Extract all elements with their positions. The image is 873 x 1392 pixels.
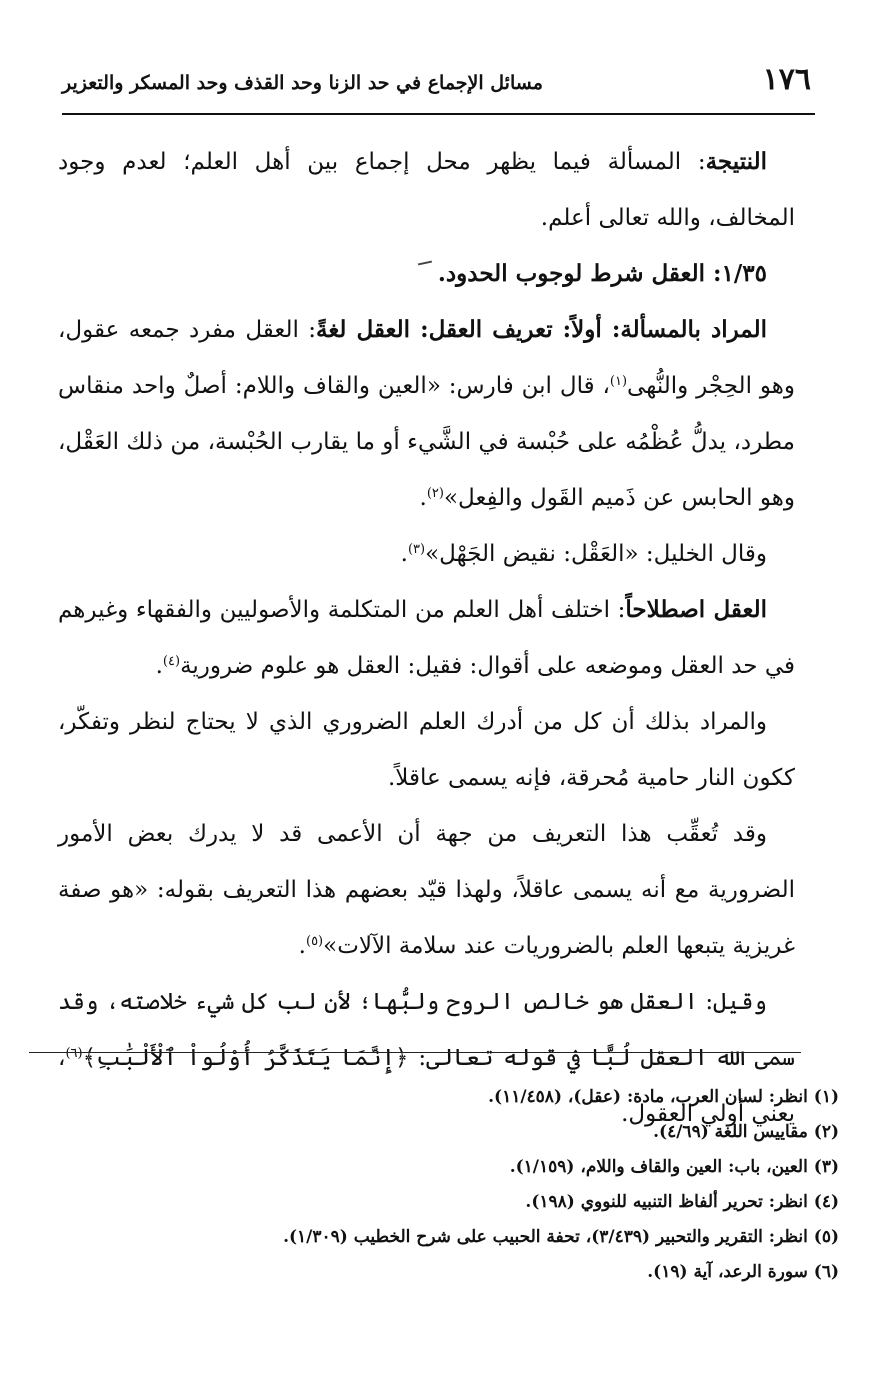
lexical-label: المراد بالمسألة: أولاً: تعريف العقل: العقل لغةً bbox=[315, 316, 767, 343]
footnotes bbox=[60, 1080, 839, 1290]
khalil-paragraph: وقال الخليل: «العَقْل: نقيض الجَهْل»$^{(٣)}$. bbox=[400, 541, 767, 567]
khalil-text: وقال الخليل: «العَقْل: نقيض الجَهْل» bbox=[425, 541, 767, 567]
lexical-definition-paragraph: المراد بالمسألة: أولاً: تعريف العقل: العقل لغةً: العقل مفرد جمعه عقول، وهو الحِجْر والنُّهى$^{(١)}$، قال ابن فارس: «العين والقاف واللام: أصلٌ واحد منقاس مطرد، يدلُّ عُظْمُه على حُبْسة في الشَّيء أو ما يقارب الحُبْسة، من ذلك العَقْل، وهو الحابس عن ذَميم القَول والفِعل»$^{(٢)}$. bbox=[58, 316, 795, 511]
technical-definition-paragraph: العقل اصطلاحاً: اختلف أهل العلم من المتكلمة والأصوليين والفقهاء وغيرهم في حد العقل وموضعه على أقوال: فقيل: العقل هو علوم ضرورية$^{(٤)}$. bbox=[58, 596, 795, 679]
footnote-2: (٢) مقاييس اللغة (٤/٦٩). bbox=[653, 1122, 839, 1142]
footnote-4: (٤) انظر: تحرير ألفاظ التنبيه للنووي (١٩٨). bbox=[525, 1192, 839, 1212]
running-title: مسائل الإجماع في حد الزنا وحد القذف وحد المسكر والتعزير bbox=[62, 72, 543, 94]
result-text: : المسألة فيما يظهر محل إجماع بين أهل العلم؛ لعدم وجود المخالف، والله تعالى أعلم. bbox=[58, 149, 795, 231]
meaning-paragraph: والمراد بذلك أن كل من أدرك العلم الضروري الذي لا يحتاج لنظر وتفكّر، ككون النار حامية مُحرقة، فإنه يسمى عاقلاً. bbox=[58, 709, 795, 791]
technical-label: العقل اصطلاحاً bbox=[625, 596, 767, 623]
main-text bbox=[58, 134, 795, 1142]
result-label: النتيجة bbox=[705, 148, 767, 175]
footnote-ref-5[interactable]: (٥) bbox=[305, 934, 324, 949]
result-paragraph bbox=[58, 134, 795, 246]
critique-text: وقد تُعقِّب هذا التعريف من جهة أن الأعمى قد لا يدرك بعض الأمور الضرورية مع أنه يسمى عاقلاً، ولهذا قيّد بعضهم هذا التعريف بقوله: «هو صفة غريزية يتبعها العلم بالضروريات عند سلامة الآلات» bbox=[58, 821, 795, 959]
footnote-separator bbox=[29, 1052, 801, 1053]
footnote-ref-6[interactable]: (٦) bbox=[65, 1046, 83, 1061]
page-number: ١٧٦ bbox=[762, 62, 811, 97]
ibn-faris-quote: ، قال ابن فارس: «العين والقاف واللام: أصلٌ واحد منقاس مطرد، يدلُّ عُظْمُه على حُبْسة في الشَّيء أو ما يقارب الحُبْسة، من ذلك العَقْل، وهو الحابس عن ذَميم القَول والفِعل» bbox=[58, 373, 795, 511]
header-rule bbox=[62, 113, 815, 115]
technical-text: : اختلف أهل العلم من المتكلمة والأصوليين والفقهاء وغيرهم في حد العقل وموضعه على أقوال: فقيل: العقل هو علوم ضرورية bbox=[58, 597, 795, 679]
footnote-1: (١) انظر: لسان العرب، مادة: (عقل)، (١١/٤٥٨). bbox=[488, 1087, 839, 1107]
footnote-ref-4[interactable]: (٤) bbox=[162, 654, 181, 669]
footnote-6: (٦) سورة الرعد، آية (١٩). bbox=[647, 1262, 839, 1282]
footnote-ref-3[interactable]: (٣) bbox=[407, 542, 426, 557]
lubb-text-end: ، يعني أولي العقول. bbox=[58, 1045, 795, 1127]
footnote-ref-1[interactable]: (١) bbox=[609, 374, 628, 389]
lexical-text: : العقل مفرد جمعه عقول، وهو الحِجْر والنُّهى bbox=[58, 317, 795, 399]
footnote-3: (٣) العين، باب: العين والقاف واللام، (١/١٥٩). bbox=[509, 1157, 839, 1177]
footnote-5: (٥) انظر: التقرير والتحبير (٣/٤٣٩)، تحفة الحبيب على شرح الخطيب (١/٣٠٩). bbox=[283, 1227, 839, 1247]
critique-paragraph: وقد تُعقِّب هذا التعريف من جهة أن الأعمى قد لا يدرك بعض الأمور الضرورية مع أنه يسمى عاقلاً، ولهذا قيّد بعضهم هذا التعريف بقوله: «هو صفة غريزية يتبعها العلم بالضروريات عند سلامة الآلات»$^{(٥)}$. bbox=[58, 821, 795, 959]
page-header bbox=[62, 60, 815, 110]
section-heading: ١/٣٥: العقل شرط لوجوب الحدود. bbox=[437, 260, 767, 287]
lubb-text: وقيل: العقل هو خالص الروح ولبُّها؛ لأن لب كل شيء خلاصته، وقد سمى الله العقل لُبًّا في قوله تعالى: ﴿إِنَّمَا يَتَذَكَّرُ أُوْلُواْ ٱلْأَلْبَٰبِ﴾ bbox=[58, 989, 795, 1071]
footnote-ref-2[interactable]: (٢) bbox=[426, 486, 444, 501]
